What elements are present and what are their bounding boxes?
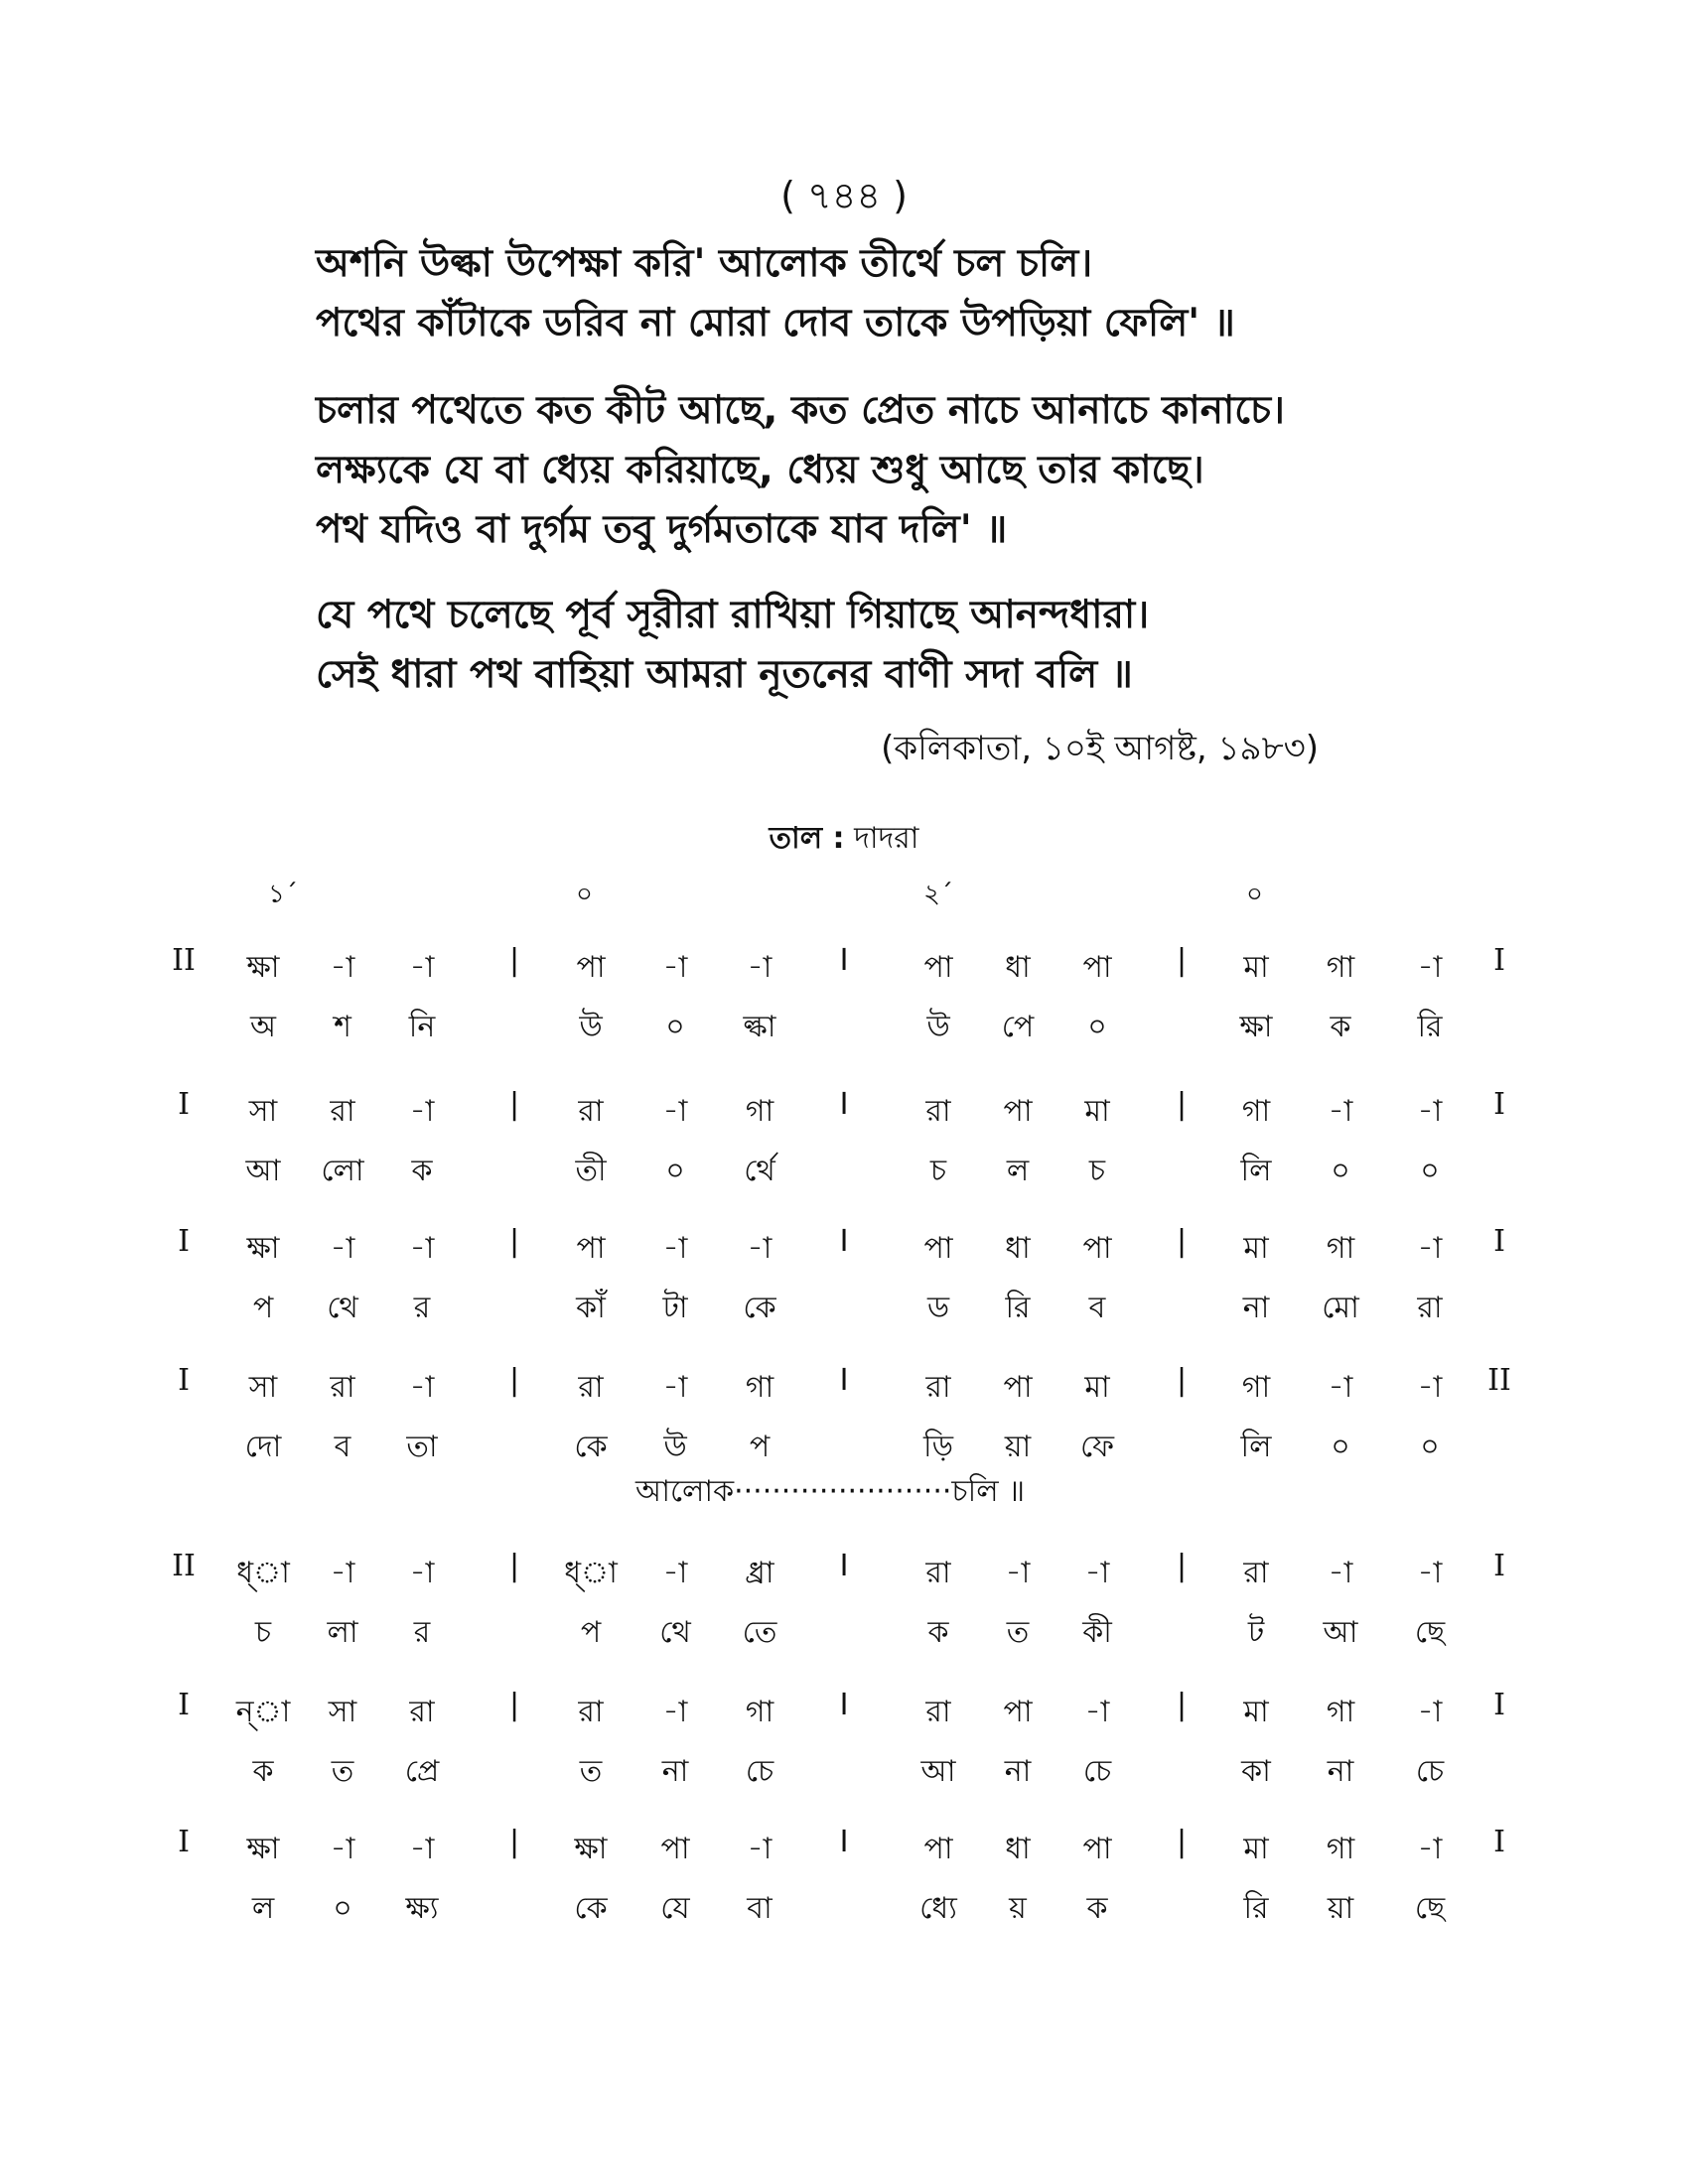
lyric-syllable: প (252, 1291, 274, 1325)
lyric-syllable: যে (660, 1891, 690, 1926)
lyric-syllable: ব (334, 1430, 352, 1464)
lyric-syllable: বা (747, 1891, 773, 1926)
swara-note: -া (1005, 1556, 1031, 1590)
lyric-syllable: ত (331, 1754, 354, 1789)
swara-note: রা (330, 1094, 355, 1129)
swara-note: ধা (1005, 1832, 1031, 1866)
lyric-syllable: না (1242, 1291, 1270, 1325)
swara-note: ধা (1005, 1231, 1031, 1266)
barline: I (839, 943, 849, 978)
swara-note: গা (1326, 950, 1355, 985)
lyric-syllable: কে (574, 1430, 608, 1464)
barline: | (508, 943, 520, 978)
lyric-syllable: না (661, 1754, 689, 1789)
swara-note: পা (1003, 1695, 1033, 1729)
swara-note: গা (1241, 1094, 1271, 1129)
taal-marks (0, 874, 1688, 913)
lyric-syllable: লো (321, 1154, 364, 1188)
swara-note: পা (923, 1832, 953, 1866)
swara-note: -া (747, 1231, 773, 1266)
barline-close: II (1487, 1363, 1511, 1398)
verse-line: লক্ষ্যকে যে বা ধ্যেয় করিয়াছে, ধ্যেয় শুধু আছে তার কাছে। (316, 448, 1204, 492)
swara-note: রা (578, 1370, 604, 1405)
swara-note: ন্া (235, 1695, 291, 1729)
swara-row (0, 1363, 1688, 1413)
swara-note: ধ্া (236, 1556, 290, 1590)
lyric-syllable: ক (411, 1154, 433, 1188)
barline-open: II (172, 943, 196, 978)
lyric-row (0, 1003, 1688, 1052)
barline: | (1176, 1224, 1188, 1259)
swara-note: গা (745, 1094, 774, 1129)
swara-note: -া (409, 1370, 435, 1405)
swara-note: গা (745, 1370, 774, 1405)
swara-note: -া (662, 1556, 688, 1590)
swara-note: -া (409, 1231, 435, 1266)
lyric-syllable: টা (662, 1291, 688, 1325)
swara-note: -া (662, 1695, 688, 1729)
lyric-syllable: ল (251, 1891, 275, 1926)
swara-note: -া (662, 1094, 688, 1129)
lyric-syllable: পে (1001, 1010, 1035, 1044)
lyric-syllable: য়া (1004, 1430, 1032, 1464)
lyric-syllable: চে (745, 1754, 774, 1789)
swara-note: -া (662, 950, 688, 985)
lyric-row (0, 1747, 1688, 1797)
swara-note: -া (330, 950, 355, 985)
barline: | (508, 1549, 520, 1583)
barline: I (839, 1688, 849, 1722)
barline: I (839, 1549, 849, 1583)
lyric-syllable: ব (1088, 1291, 1106, 1325)
lyric-syllable: ত (579, 1754, 603, 1789)
lyric-syllable: কাঁ (576, 1291, 606, 1325)
lyric-syllable: অ (250, 1010, 276, 1044)
lyric-syllable: ল (1006, 1154, 1030, 1188)
verse-line: পথের কাঁটাকে ডরিব না মোরা দোব তাকে উপড়িয়া ফেলি' ॥ (316, 301, 1235, 345)
lyric-syllable: ড়ি (922, 1430, 953, 1464)
verse-line: পথ যদিও বা দুর্গম তবু দুর্গমতাকে যাব দলি' ॥ (316, 507, 1008, 552)
lyric-syllable: ক (1330, 1010, 1351, 1044)
taal-mark: ০ (1246, 880, 1263, 909)
lyric-syllable: ০ (1420, 1430, 1440, 1464)
barline-close: I (1493, 1688, 1505, 1722)
page-number: ( ৭৪৪ ) (780, 174, 908, 217)
swara-note: রা (925, 1370, 951, 1405)
swara-row (0, 943, 1688, 993)
taal-mark: ২´ (923, 880, 953, 909)
swara-note: -া (1417, 1556, 1443, 1590)
lyric-syllable: কে (574, 1891, 608, 1926)
lyric-syllable: না (1327, 1754, 1354, 1789)
swara-note: -া (409, 1094, 435, 1129)
lyric-syllable: তে (742, 1615, 777, 1650)
swara-note: -া (1417, 1231, 1443, 1266)
lyric-syllable: ০ (665, 1010, 685, 1044)
lyric-syllable: প্রে (404, 1754, 440, 1789)
swara-note: -া (1417, 950, 1443, 985)
swara-note: সা (248, 1094, 278, 1129)
swara-note: রা (925, 1556, 951, 1590)
swara-note: গা (1326, 1832, 1355, 1866)
barline-close: I (1493, 943, 1505, 978)
lyric-syllable: থে (659, 1615, 691, 1650)
swara-row (0, 1224, 1688, 1274)
lyric-syllable: চ (929, 1154, 947, 1188)
swara-note: -া (747, 1832, 773, 1866)
lyric-syllable: র (413, 1291, 431, 1325)
lyric-syllable: কে (743, 1291, 776, 1325)
swara-note: গা (1241, 1370, 1271, 1405)
swara-note: গা (1326, 1231, 1355, 1266)
lyric-syllable: ক (252, 1754, 274, 1789)
lyric-syllable: আ (920, 1754, 956, 1789)
lyric-syllable: য়া (1327, 1891, 1354, 1926)
swara-note: মা (1243, 1695, 1269, 1729)
barline: | (1176, 1363, 1188, 1398)
lyric-syllable: চে (1415, 1754, 1445, 1789)
barline-open: I (178, 1363, 190, 1398)
barline-open: II (172, 1549, 196, 1583)
swara-note: -া (1084, 1556, 1110, 1590)
swara-note: -া (1417, 1370, 1443, 1405)
lyric-syllable: র্থে (744, 1154, 775, 1188)
lyric-syllable: ত (1006, 1615, 1030, 1650)
swara-note: রা (409, 1695, 435, 1729)
swara-note: রা (925, 1695, 951, 1729)
lyric-syllable: কা (1241, 1754, 1271, 1789)
barline: | (508, 1087, 520, 1122)
lyric-syllable: চ (254, 1615, 272, 1650)
lyric-syllable: য় (1009, 1891, 1027, 1926)
swara-note: মা (1084, 1370, 1110, 1405)
barline: I (839, 1087, 849, 1122)
swara-note: রা (925, 1094, 951, 1129)
lyric-syllable: ট (1247, 1615, 1265, 1650)
lyric-syllable: নি (408, 1010, 436, 1044)
lyric-row (0, 1284, 1688, 1333)
swara-note: সা (248, 1370, 278, 1405)
lyric-row (0, 1884, 1688, 1934)
lyric-syllable: রি (1417, 1010, 1443, 1044)
barline-close: I (1493, 1224, 1505, 1259)
taal-label: তাল : (769, 821, 845, 856)
swara-note: ক্ষা (574, 1832, 608, 1866)
swara-note: -া (409, 950, 435, 985)
verse-stanza-1 (316, 234, 1487, 353)
swara-note: -া (1417, 1832, 1443, 1866)
verse-line: চলার পথেতে কত কীট আছে, কত প্রেত নাচে আনাচে কানাচে। (316, 388, 1285, 433)
swara-row (0, 1825, 1688, 1874)
lyric-syllable: প (580, 1615, 602, 1650)
lyric-syllable: ০ (333, 1891, 352, 1926)
lyric-syllable: ক (927, 1615, 949, 1650)
lyric-syllable: ড (926, 1291, 950, 1325)
lyric-syllable: র (413, 1615, 431, 1650)
lyric-syllable: ০ (1331, 1430, 1350, 1464)
barline: I (839, 1825, 849, 1859)
lyric-syllable: ক্ষা (1239, 1010, 1273, 1044)
swara-note: পা (1082, 1832, 1112, 1866)
lyric-syllable: উ (579, 1010, 603, 1044)
swara-row (0, 1549, 1688, 1598)
lyric-syllable: ০ (1331, 1154, 1350, 1188)
lyric-syllable: রি (1243, 1891, 1269, 1926)
swara-note: -া (330, 1231, 355, 1266)
swara-note: মা (1243, 1231, 1269, 1266)
verse-line: যে পথে চলেছে পূর্ব সূরীরা রাখিয়া গিয়াছে আনন্দধারা। (316, 593, 1150, 637)
lyric-syllable: ০ (665, 1154, 685, 1188)
lyric-syllable: ০ (1420, 1154, 1440, 1188)
lyric-syllable: শ (334, 1010, 352, 1044)
swara-note: সা (328, 1695, 357, 1729)
lyric-syllable: ছে (1414, 1891, 1446, 1926)
swara-note: মা (1243, 1832, 1269, 1866)
lyric-syllable: উ (663, 1430, 687, 1464)
swara-note: -া (1328, 1370, 1353, 1405)
barline: | (1176, 1087, 1188, 1122)
verse-stanza-3 (316, 586, 1487, 705)
barline: | (508, 1688, 520, 1722)
refrain-note: আলোক·······················চলি ॥ (635, 1474, 1026, 1509)
lyric-syllable: চ (1088, 1154, 1106, 1188)
swara-note: ধ্রা (745, 1556, 774, 1590)
swara-note: পা (1003, 1094, 1033, 1129)
swara-note: -া (330, 1556, 355, 1590)
swara-note: পা (923, 1231, 953, 1266)
lyric-syllable: লি (1240, 1430, 1272, 1464)
lyric-syllable: আ (1323, 1615, 1358, 1650)
barline: | (1176, 1688, 1188, 1722)
lyric-syllable: ধ্যে (919, 1891, 957, 1926)
swara-note: -া (662, 1370, 688, 1405)
barline: | (508, 1825, 520, 1859)
lyric-syllable: রি (1005, 1291, 1031, 1325)
swara-note: ধা (1005, 950, 1031, 985)
verse-stanza-2 (316, 381, 1487, 560)
taal-mark: ০ (576, 880, 593, 909)
swara-note: পা (576, 1231, 606, 1266)
lyric-row (0, 1423, 1688, 1472)
swara-row (0, 1688, 1688, 1737)
barline-close: I (1493, 1549, 1505, 1583)
swara-note: পা (1082, 1231, 1112, 1266)
swara-note: -া (1417, 1094, 1443, 1129)
verse-line: সেই ধারা পথ বাহিয়া আমরা নূতনের বাণী সদা বলি ॥ (316, 652, 1133, 697)
lyric-syllable: কী (1082, 1615, 1112, 1650)
lyric-syllable: আ (245, 1154, 281, 1188)
lyric-syllable: থে (327, 1291, 358, 1325)
swara-note: মা (1084, 1094, 1110, 1129)
swara-note: -া (747, 950, 773, 985)
lyric-row (0, 1608, 1688, 1658)
swara-note: -া (1417, 1695, 1443, 1729)
lyric-syllable: না (1004, 1754, 1032, 1789)
swara-note: ক্ষা (246, 950, 280, 985)
barline: | (1176, 1549, 1188, 1583)
barline-close: I (1493, 1825, 1505, 1859)
barline: | (508, 1363, 520, 1398)
lyric-syllable: ০ (1087, 1010, 1107, 1044)
lyric-syllable: তা (406, 1430, 438, 1464)
barline: | (1176, 1825, 1188, 1859)
barline-close: I (1493, 1087, 1505, 1122)
swara-row (0, 1087, 1688, 1137)
swara-note: -া (409, 1556, 435, 1590)
barline-open: I (178, 1087, 190, 1122)
barline: | (1176, 943, 1188, 978)
lyric-syllable: ছে (1414, 1615, 1446, 1650)
lyric-syllable: দো (244, 1430, 282, 1464)
dateline: (কলিকাতা, ১০ই আগষ্ট, ১৯৮৩) (881, 729, 1319, 768)
lyric-syllable: ফে (1079, 1430, 1115, 1464)
lyric-syllable: ল্কা (743, 1010, 776, 1044)
verse-line: অশনি উল্কা উপেক্ষা করি' আলোক তীর্থে চল চলি। (316, 241, 1093, 286)
lyric-syllable: তী (575, 1154, 607, 1188)
swara-note: -া (1328, 1094, 1353, 1129)
barline: | (508, 1224, 520, 1259)
lyric-syllable: উ (926, 1010, 950, 1044)
barline-open: I (178, 1825, 190, 1859)
swara-note: রা (578, 1094, 604, 1129)
swara-note: পা (1003, 1370, 1033, 1405)
swara-note: রা (1243, 1556, 1269, 1590)
swara-note: -া (1084, 1695, 1110, 1729)
swara-note: পা (660, 1832, 690, 1866)
lyric-row (0, 1147, 1688, 1196)
swara-note: -া (1328, 1556, 1353, 1590)
lyric-syllable: লি (1240, 1154, 1272, 1188)
taal-mark: ১´ (268, 880, 298, 909)
swara-note: গা (745, 1695, 774, 1729)
lyric-syllable: ক (1086, 1891, 1108, 1926)
swara-note: পা (923, 950, 953, 985)
swara-note: ক্ষা (246, 1832, 280, 1866)
lyric-syllable: লা (327, 1615, 358, 1650)
swara-note: -া (330, 1832, 355, 1866)
barline: I (839, 1224, 849, 1259)
lyric-syllable: ক্ষ্য (405, 1891, 439, 1926)
swara-note: রা (578, 1695, 604, 1729)
barline: I (839, 1363, 849, 1398)
swara-note: পা (1082, 950, 1112, 985)
swara-note: মা (1243, 950, 1269, 985)
lyric-syllable: প (749, 1430, 771, 1464)
lyric-syllable: চে (1082, 1754, 1112, 1789)
swara-note: পা (576, 950, 606, 985)
barline-open: I (178, 1224, 190, 1259)
taal-heading (0, 814, 1688, 865)
swara-note: -া (409, 1832, 435, 1866)
swara-note: গা (1326, 1695, 1355, 1729)
barline-open: I (178, 1688, 190, 1722)
lyric-syllable: মো (1322, 1291, 1359, 1325)
taal-name: দাদরা (854, 821, 919, 856)
swara-note: ধ্া (564, 1556, 618, 1590)
swara-note: রা (330, 1370, 355, 1405)
lyric-syllable: রা (1417, 1291, 1443, 1325)
swara-note: -া (662, 1231, 688, 1266)
swara-note: ক্ষা (246, 1231, 280, 1266)
